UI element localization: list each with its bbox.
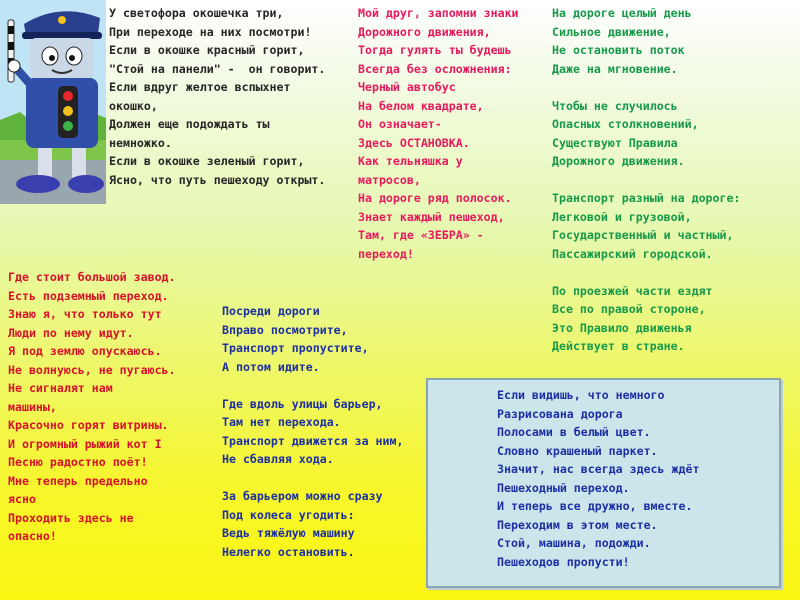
poem-traffic-light: У светофора окошечка три, При переходе на них посмотри! Если в окошке красный горит, "Стой на панели" - он говорит. Если вдруг желтое вспыхнет окошко, Должен еще подождать ты немножко. Если в окошке зеленый горит, Ясно, что путь пешеходу открыт. bbox=[109, 6, 326, 187]
poem-crossing-road: Посреди дороги Вправо посмотрите, Транспорт пропустите, А потом идите. Где вдоль улицы барьер, Там нет перехода. Транспорт движется за ним, Не сбавляя хода. За барьером можно сразу Под колеса угодить: Ведь тяжёлую машину Нелегко остановить. bbox=[222, 304, 404, 559]
poem-road-traffic: На дороге целый день Сильное движение, Не остановить поток Даже на мгновение. Чтобы не случилось Опасных столкновений, Существуют Правила Дорожного движения. Транспорт разный на дороге: Легковой и грузовой, Государственный и частный, Пассажирский городской. По проезжей части ездят Все по правой стороне, Это Правило движенья Действует в стране. bbox=[552, 6, 741, 353]
poem-road-signs: Мой друг, запомни знаки Дорожного движения, Тогда гулять ты будешь Всегда без осложнения: Черный автобус На белом квадрате, Он означает- Здесь ОСТАНОВКА. Как тельняшка у матросов, На дороге ряд полосок. Знает каждый пешеход, Там, где «ЗЕБРА» - переход! bbox=[358, 6, 519, 261]
poem-zebra-crossing: Если видишь, что немного Разрисована дорога Полосами в белый цвет. Словно крашеный паркет. Значит, нас всегда здесь ждёт Пешеходный переход. И теперь все дружно, вместе. Переходим в этом месте. Стой, машина, подожди. Пешеходов пропусти! bbox=[497, 388, 700, 569]
poem-underground-crossing: Где стоит большой завод. Есть подземный переход. Знаю я, что только тут Люди по нему идут. Я под землю опускаюсь. Не волнуюсь, не пугаюсь. Не сигналят нам машины, Красочно горят витрины. И огромный рыжий кот I Песню радостно поёт! Мне теперь предельно ясно Проходить здесь не опасно! bbox=[8, 270, 176, 543]
traffic-light-mascot-icon bbox=[0, 0, 106, 204]
zebra-poem-callout bbox=[426, 378, 781, 588]
